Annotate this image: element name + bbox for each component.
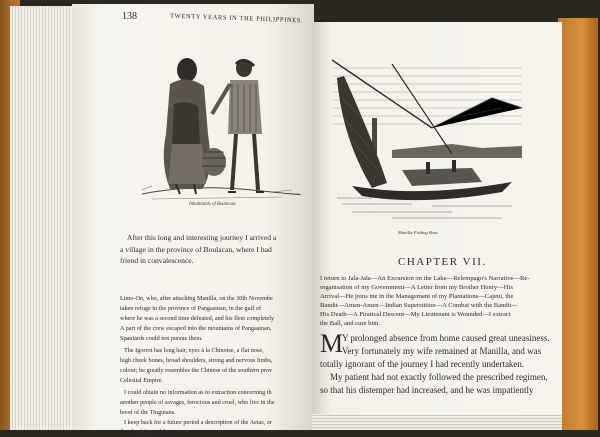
- body-line: Y prolonged absence from home caused great uneasiness.: [342, 333, 550, 343]
- illustration-caption: Manilla Fishing Boat.: [398, 230, 439, 235]
- left-page: [72, 4, 314, 435]
- body-line: I keep back for a future period a description of the Aetas, or: [124, 419, 272, 426]
- body-line: another people of savages, ferocious and cruel, who live in the: [120, 399, 275, 406]
- inhabitants-illustration: [132, 44, 302, 204]
- body-line: I could obtain no information as to extraction concerning th: [124, 389, 272, 396]
- body-line: totally ignorant of the journey I had recently undertaken.: [320, 359, 525, 369]
- body-line: After this long and interesting journey I arrived a: [127, 233, 277, 242]
- right-page: [312, 22, 562, 430]
- body-line: a village in the province of Boulacan, where I had: [120, 245, 272, 254]
- body-line: hood of the Tinguians.: [120, 409, 176, 416]
- body-line: Limo-On, who, after attacking Manilla, on the 30th Novembe: [120, 295, 273, 302]
- body-line: The Igorrot has long hair, eyes à la Chinoise, a flat nose,: [124, 347, 264, 354]
- chapter-summary-line: organisation of my Government—A Letter from my Brother Henry—His: [320, 284, 513, 291]
- body-line: My patient had not exactly followed the prescribed regimen,: [330, 372, 548, 382]
- chapter-summary-line: Arrival—He joins me in the Management of my Plantations—Cajeui, the: [320, 293, 514, 300]
- body-line: the aborigines of Luzon.: [120, 428, 181, 435]
- book-cover-right: [558, 18, 598, 430]
- body-line: Celestial Empire.: [120, 377, 163, 384]
- body-line: Spaniards could not pursue them.: [120, 335, 203, 342]
- chapter-summary-line: His Death—A Piratical Descent—My Lieutenant is Wounded—I extract: [320, 311, 511, 318]
- chapter-summary-line: Bandit—Amen-Amen—Indian Superstition—A Combat with the Bandit—: [320, 302, 518, 309]
- page-edges-bottom: [312, 414, 562, 430]
- body-line: so that his distemper had increased, and he was impatiently: [320, 385, 534, 395]
- illustration-caption: Inhabitants of Boulacan.: [189, 202, 237, 207]
- body-line: colour; he greatly resembles the Chinese of the southern prov: [120, 367, 273, 374]
- body-line: where he was a second time defeated, and his fleet completely: [120, 315, 275, 322]
- body-line: A part of the crew escaped into the mountains of Pangasinan,: [120, 325, 272, 332]
- body-line: taken refuge in the province of Pangasinan, in the gulf of: [120, 305, 262, 312]
- fishing-boat-illustration: [332, 58, 522, 228]
- page-number: 138: [122, 11, 137, 22]
- body-line: friend in convalescence.: [120, 256, 194, 265]
- chapter-summary-line: the Ball, and cure him.: [320, 320, 381, 327]
- chapter-summary-line: I return to Jala-Jala—An Excursion on the Lake—Relempago's Narrative—Re-: [320, 275, 530, 282]
- body-line: high cheek bones, broad shoulders, strong and nervous limbs,: [120, 357, 273, 364]
- chapter-title: CHAPTER VII.: [398, 256, 487, 268]
- body-line: Very fortunately my wife remained at Manilla, and was: [342, 346, 542, 356]
- running-head: TWENTY YEARS IN THE PHILIPPINES.: [169, 12, 304, 25]
- drop-cap: M: [320, 329, 344, 358]
